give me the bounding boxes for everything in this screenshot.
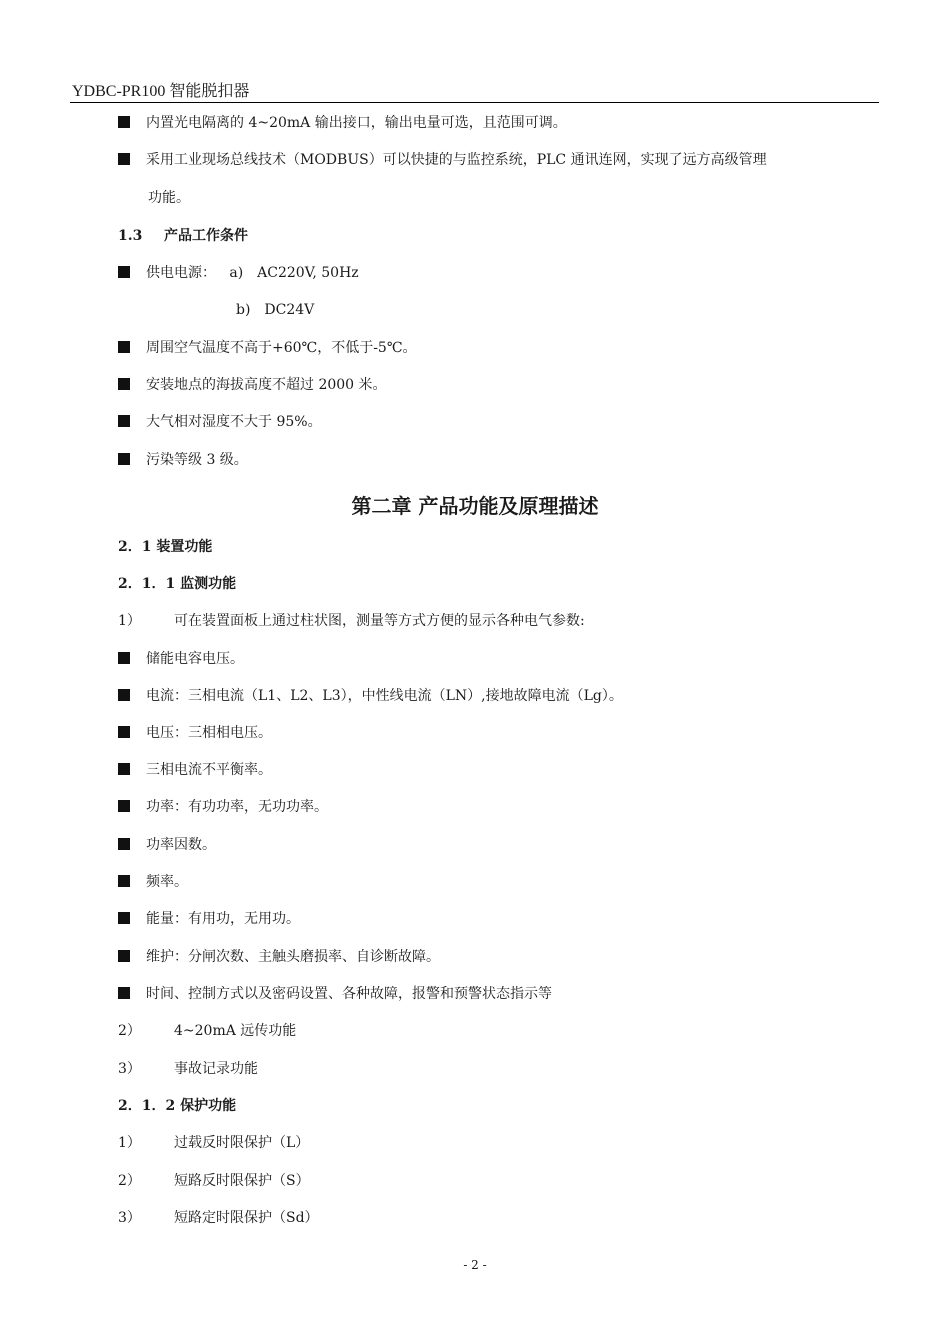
numbered-item <box>118 1209 319 1227</box>
item-text: 4~20mA 远传功能 <box>174 1023 297 1039</box>
chapter-title: 第二章 产品功能及原理描述 <box>351 494 599 518</box>
list-item-text: 功率因数。 <box>146 837 216 853</box>
list-item <box>118 339 417 357</box>
list-item-text: 内置光电隔离的 4~20mA 输出接口，输出电量可选，且范围可调。 <box>146 115 567 131</box>
list-item-text: 安装地点的海拔高度不超过 2000 米。 <box>146 377 387 393</box>
list-item <box>118 761 272 779</box>
list-item-text: 电压：三相相电压。 <box>146 725 272 741</box>
item-number: 2） <box>118 1023 141 1039</box>
list-item <box>118 873 188 891</box>
list-item-text: 储能电容电压。 <box>146 651 244 667</box>
square-bullet-icon <box>118 415 130 427</box>
square-bullet-icon <box>118 800 130 812</box>
item-text: 短路定时限保护（Sd） <box>174 1210 319 1226</box>
list-item <box>118 264 359 282</box>
list-item-text: 功率：有功功率，无功功率。 <box>146 799 328 815</box>
numbered-item <box>118 1022 296 1040</box>
item-text: 短路反时限保护（S） <box>174 1173 310 1189</box>
list-item <box>118 948 440 966</box>
list-item <box>118 836 216 854</box>
square-bullet-icon <box>118 266 130 278</box>
numbered-item <box>118 612 585 630</box>
square-bullet-icon <box>118 763 130 775</box>
list-item <box>118 413 322 431</box>
list-item <box>118 985 552 1003</box>
section-heading: 2．1 装置功能 <box>118 539 213 555</box>
numbered-item <box>118 1134 309 1152</box>
list-item <box>118 151 767 169</box>
list-item <box>118 724 272 742</box>
square-bullet-icon <box>118 875 130 887</box>
list-item-text: 电流：三相电流（L1、L2、L3），中性线电流（LN）,接地故障电流（Lg）。 <box>146 688 623 704</box>
list-item <box>118 798 328 816</box>
item-text: 可在装置面板上通过柱状图，测量等方式方便的显示各种电气参数: <box>174 613 585 629</box>
section-number: 1.3 <box>118 228 143 244</box>
square-bullet-icon <box>118 341 130 353</box>
item-number: 2） <box>118 1173 141 1189</box>
list-item-text: 大气相对湿度不大于 95%。 <box>146 414 322 430</box>
item-text: 事故记录功能 <box>174 1061 258 1077</box>
list-item <box>118 451 248 469</box>
subsection-heading: 2．1．2 保护功能 <box>118 1098 237 1114</box>
list-item-text: 污染等级 3 级。 <box>146 452 248 468</box>
square-bullet-icon <box>118 453 130 465</box>
square-bullet-icon <box>118 987 130 999</box>
section-title: 产品工作条件 <box>164 228 248 244</box>
numbered-item <box>118 1060 258 1078</box>
header-rule <box>70 102 879 103</box>
power-supply-label: 供电电源： <box>146 265 216 281</box>
power-supply-option-a: a) AC220V, 50Hz <box>229 265 359 281</box>
square-bullet-icon <box>118 153 130 165</box>
item-number: 1） <box>118 1135 141 1151</box>
numbered-item <box>118 1172 310 1190</box>
square-bullet-icon <box>118 950 130 962</box>
list-item <box>118 114 567 132</box>
page-number: - 2 - <box>463 1258 487 1272</box>
list-item-text: 能量：有用功，无用功。 <box>146 911 300 927</box>
square-bullet-icon <box>118 838 130 850</box>
item-text: 过载反时限保护（L） <box>174 1135 310 1151</box>
power-supply-option-b: b) DC24V <box>236 302 315 318</box>
square-bullet-icon <box>118 726 130 738</box>
square-bullet-icon <box>118 912 130 924</box>
list-item <box>118 687 623 705</box>
item-number: 1） <box>118 613 141 629</box>
square-bullet-icon <box>118 689 130 701</box>
list-item-text: 维护：分闸次数、主触头磨损率、自诊断故障。 <box>146 949 440 965</box>
section-heading <box>118 227 248 245</box>
list-item-continuation: 功能。 <box>148 190 190 206</box>
list-item-text: 采用工业现场总线技术（MODBUS）可以快捷的与监控系统，PLC 通讯连网，实现了远方高级管理 <box>146 152 767 168</box>
list-item <box>118 650 244 668</box>
list-item-text: 三相电流不平衡率。 <box>146 762 272 778</box>
square-bullet-icon <box>118 378 130 390</box>
item-number: 3） <box>118 1061 141 1077</box>
document-header-title: YDBC-PR100 智能脱扣器 <box>72 83 250 100</box>
subsection-heading: 2．1．1 监测功能 <box>118 576 237 592</box>
list-item-text: 时间、控制方式以及密码设置、各种故障，报警和预警状态指示等 <box>146 986 552 1002</box>
list-item <box>118 376 387 394</box>
list-item-text: 周围空气温度不高于+60℃，不低于-5℃。 <box>146 340 417 356</box>
list-item-text: 频率。 <box>146 874 188 890</box>
list-item <box>118 910 300 928</box>
square-bullet-icon <box>118 116 130 128</box>
square-bullet-icon <box>118 652 130 664</box>
item-number: 3） <box>118 1210 141 1226</box>
